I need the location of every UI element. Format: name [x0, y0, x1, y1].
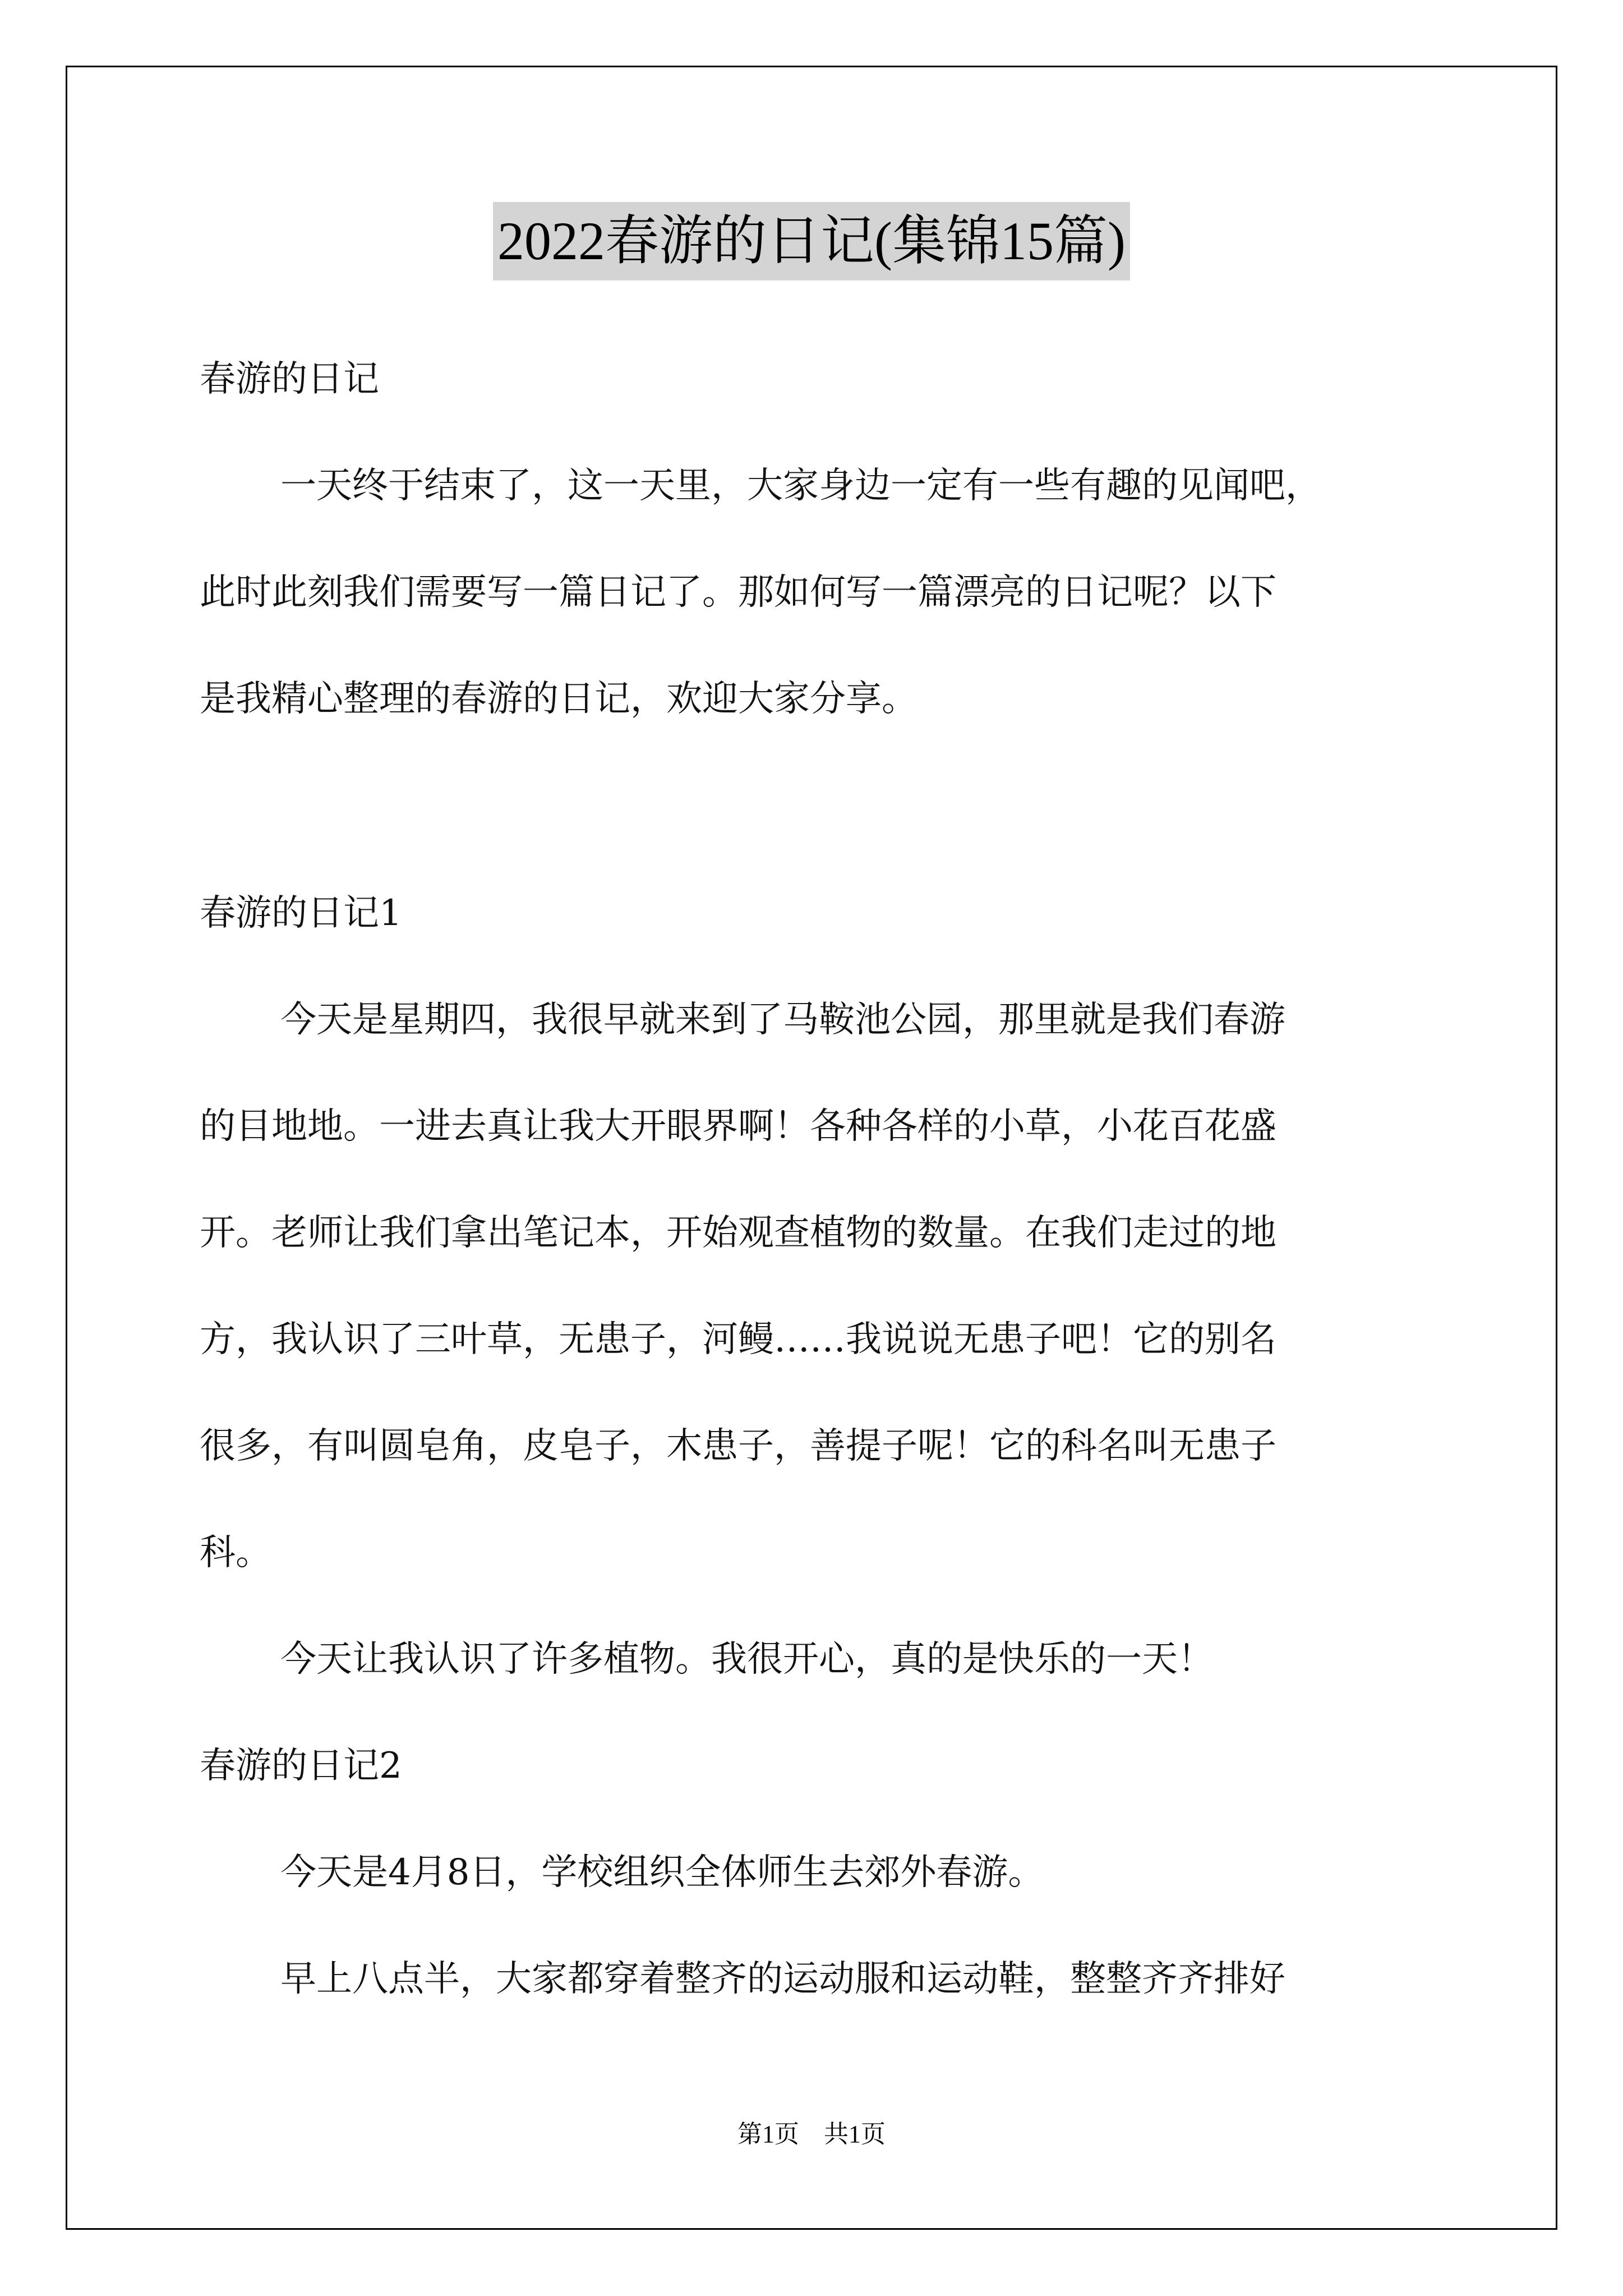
paragraph-line: 的目地地。一进去真让我大开眼界啊！各种各样的小草，小花百花盛 — [200, 1106, 1276, 1147]
title-container — [0, 202, 1623, 280]
page-footer: 第1页 共1页 — [737, 2120, 886, 2148]
paragraph-line: 方，我认识了三叶草，无患子，河鳗……我说说无患子吧！它的别名 — [200, 1319, 1276, 1360]
section-heading-1: 春游的日记1 — [200, 892, 402, 934]
paragraph-line: 此时此刻我们需要写一篇日记了。那如何写一篇漂亮的日记呢？以下 — [200, 572, 1276, 613]
paragraph-line: 科。 — [200, 1532, 271, 1573]
document-title: 2022春游的日记(集锦15篇) — [493, 202, 1130, 280]
section-heading-intro: 春游的日记 — [200, 358, 379, 400]
paragraph-line: 今天是星期四，我很早就来到了马鞍池公园，那里就是我们春游 — [280, 999, 1285, 1041]
section-heading-2: 春游的日记2 — [200, 1745, 402, 1787]
paragraph-line: 一天终于结束了，这一天里，大家身边一定有一些有趣的见闻吧， — [280, 465, 1321, 507]
paragraph-line: 开。老师让我们拿出笔记本，开始观查植物的数量。在我们走过的地 — [200, 1212, 1276, 1254]
paragraph-line: 今天让我认识了许多植物。我很开心，真的是快乐的一天！ — [280, 1639, 1214, 1680]
paragraph-line: 今天是4月8日，学校组织全体师生去郊外春游。 — [280, 1852, 1044, 1893]
paragraph-line: 早上八点半，大家都穿着整齐的运动服和运动鞋，整整齐齐排好 — [280, 1958, 1285, 2000]
paragraph-line: 很多，有叫圆皂角，皮皂子，木患子，善提子呢！它的科名叫无患子 — [200, 1425, 1276, 1467]
paragraph-line: 是我精心整理的春游的日记，欢迎大家分享。 — [200, 678, 917, 720]
